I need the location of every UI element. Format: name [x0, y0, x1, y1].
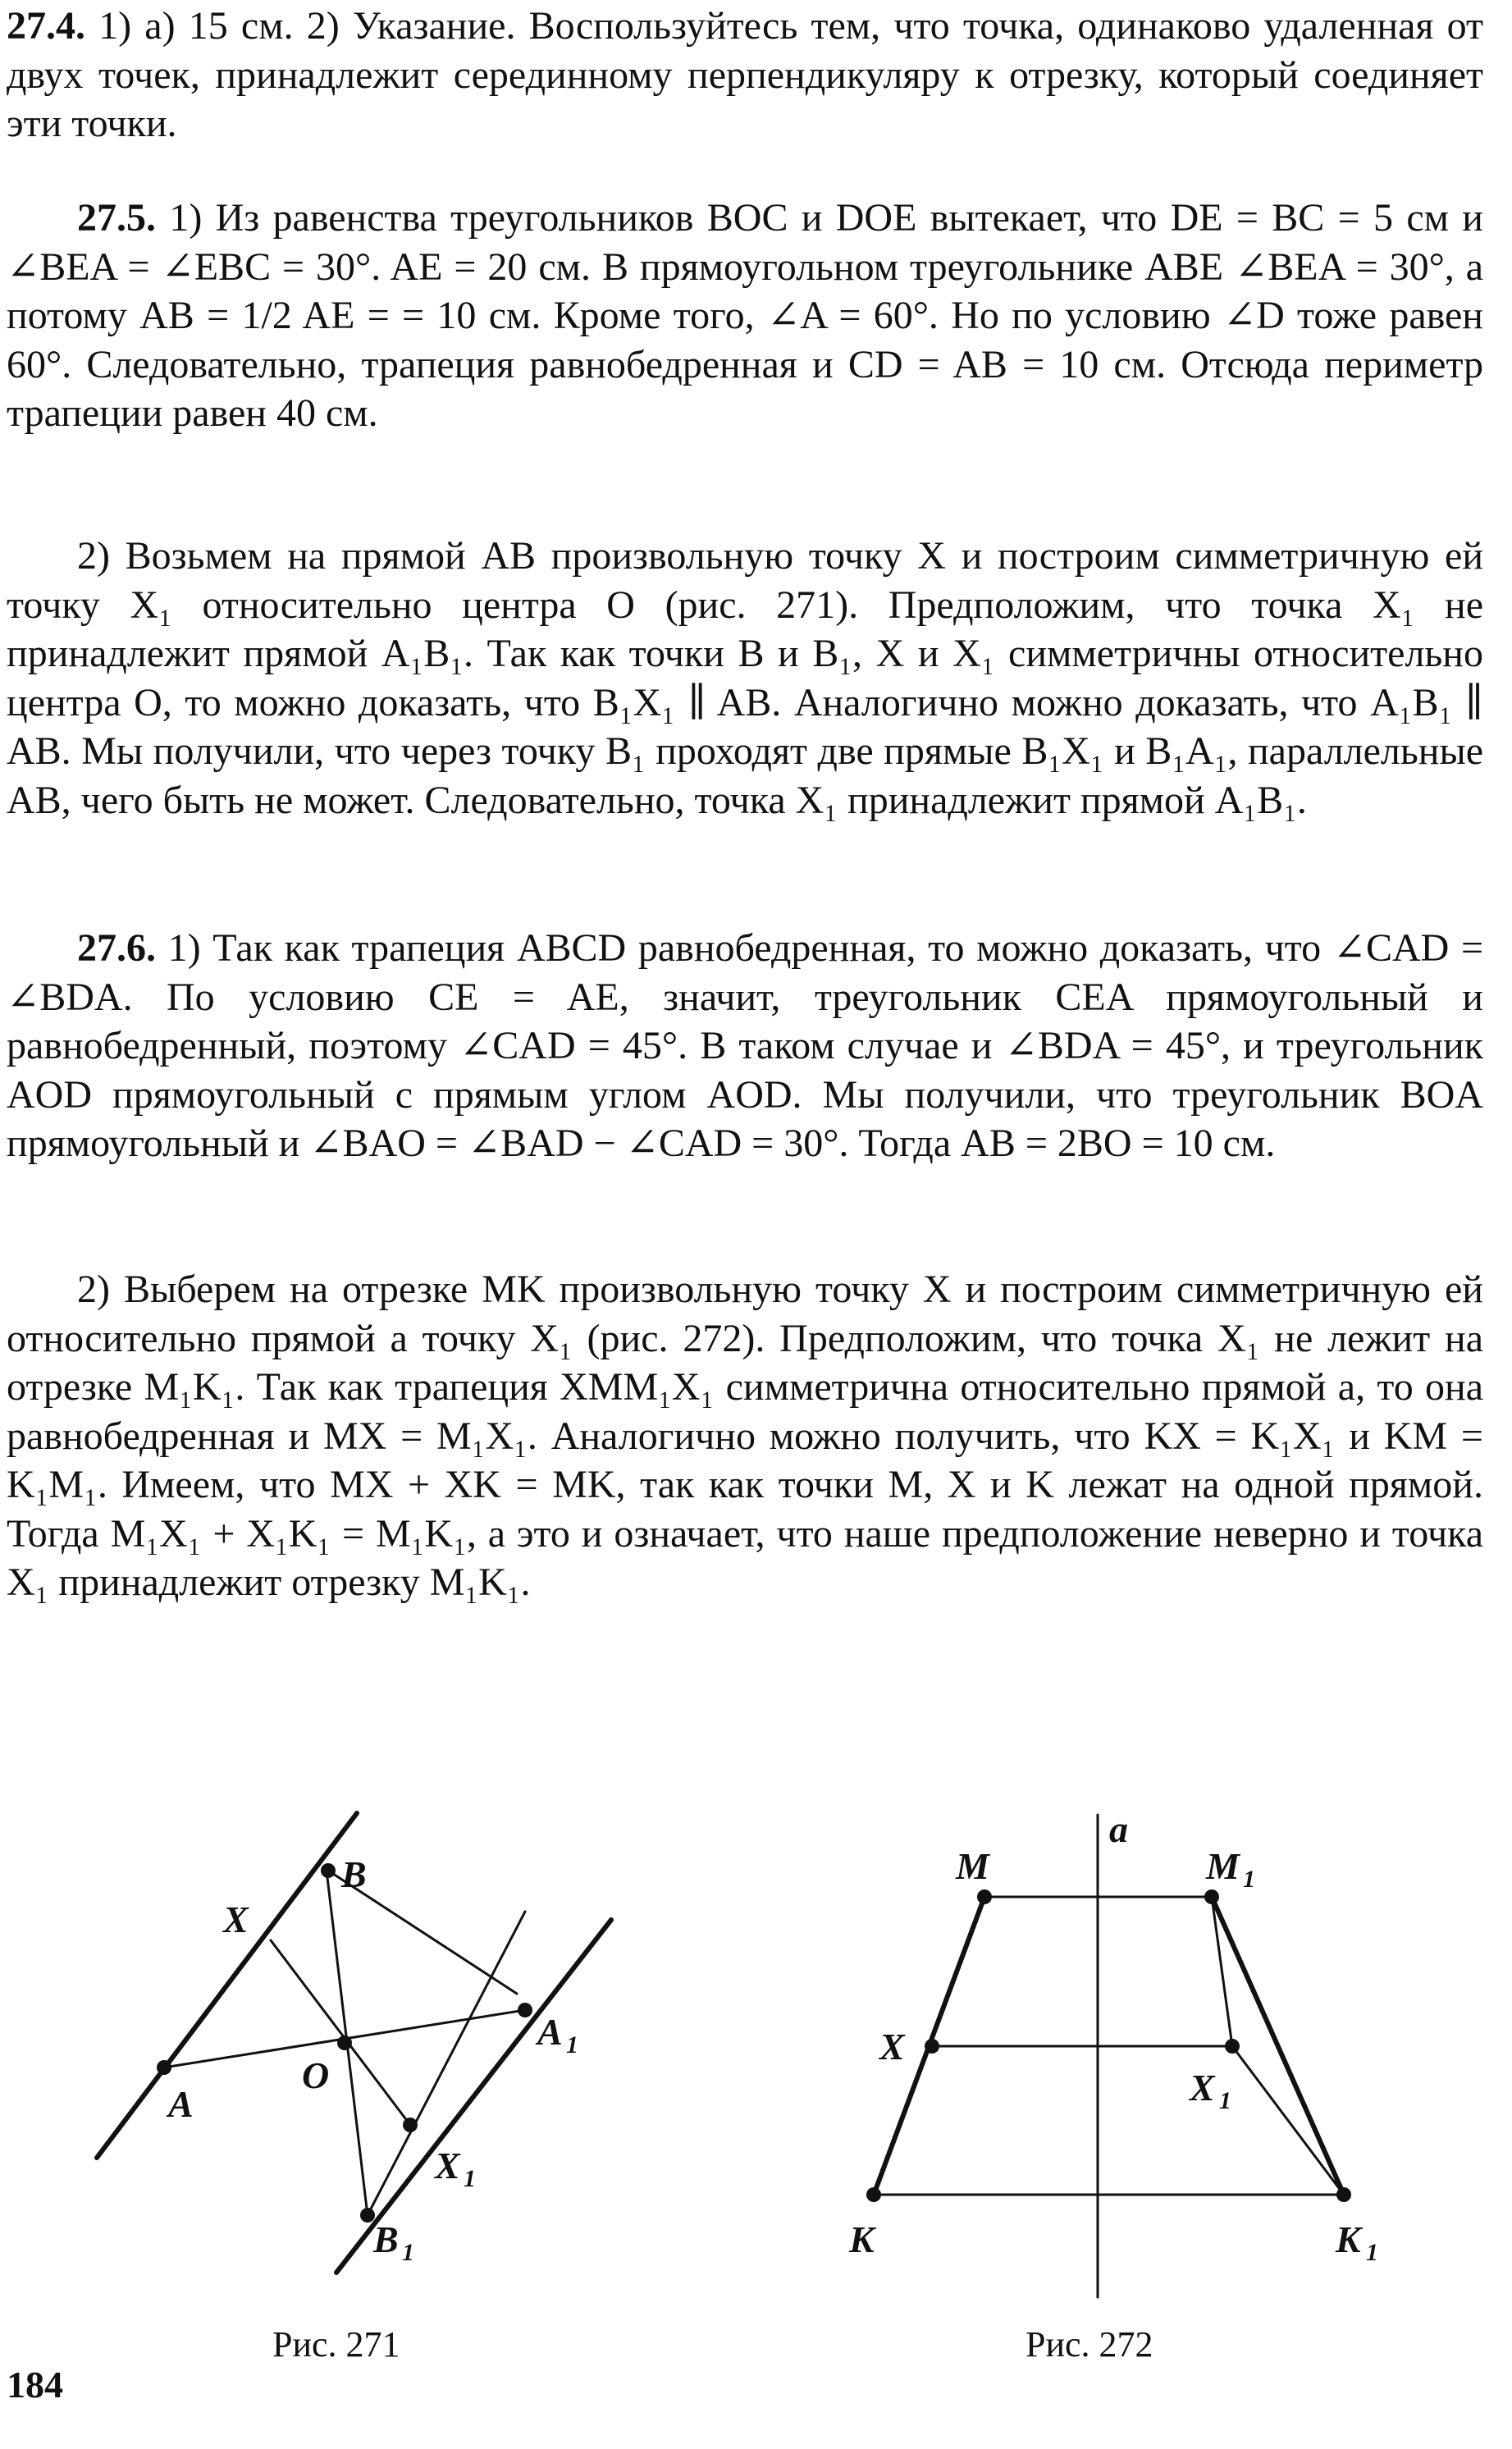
- label-a: A: [168, 2083, 194, 2125]
- caption-fig-271: Рис. 271: [272, 2324, 400, 2364]
- point-k1: [1336, 2187, 1351, 2202]
- answer-27-5-part1: 27.5. 1) Из равенства треугольников BOC и DOE вытекает, что DE = BC = 5 см и ∠BEA = ∠EBC = 30°. AE = 20 см. В прямоугольном треугольнике ABE ∠BEA = 30°, а потому AB = 1/2 AE = = 10 см. Кроме того, ∠A = 60°. Но по условию ∠D тоже равен 60°. Следовательно, трапеция равнобедренная и CD = AB = 10 см. Отсюда периметр трапеции равен 40 см.: [7, 196, 1483, 435]
- answer-27-5-part2-text: 2) Возьмем на прямой AB произвольную точку X и построим симметричную ей точку X₁ относительно центра O (рис. 271). Предположим, что точка X₁ не принадлежит прямой A₁B₁. Так как точки B и B₁, X и X₁ симметричны относительно центра O, то можно доказать, что B₁X₁ ∥ AB. Аналогично можно доказать, что A₁B₁ ∥ AB. Мы получили, что через точку B₁ проходят две прямые B₁X₁ и B₁A₁, параллельные AB, чего быть не может. Следовательно, точка X₁ принадлежит прямой A₁B₁.: [7, 534, 1483, 822]
- label-x: X: [879, 2026, 905, 2067]
- label-m1: M: [1206, 1845, 1240, 1887]
- svg-text:1: 1: [1243, 1866, 1255, 1893]
- point-x1: [1225, 2039, 1240, 2054]
- label-a: a: [1109, 1808, 1128, 1850]
- point-m: [977, 1889, 992, 1904]
- svg-text:1: 1: [1219, 2087, 1231, 2114]
- label-b1: B: [373, 2218, 399, 2260]
- label-x1: X: [1190, 2067, 1215, 2109]
- answer-27-6-part1: 27.6. 1) Так как трапеция ABCD равнобедренная, то можно доказать, что ∠CAD = ∠BDA. По условию CE = AE, значит, треугольник CEA прямоугольный и равнобедренный, поэтому ∠CAD = 45°. В таком случае и ∠BDA = 45°, и треугольник AOD прямоугольный с прямым углом AOD. Мы получили, что треугольник BOA прямоугольный и ∠BAO = ∠BAD − ∠CAD = 30°. Тогда AB = 2BO = 10 см.: [7, 926, 1484, 1165]
- answer-27-4-text: 1) а) 15 см. 2) Указание. Воспользуйтесь тем, что точка, одинаково удаленная от двух точек, принадлежит серединному перпендикуляру к отрезку, который соединяет эти точки.: [7, 4, 1483, 145]
- svg-text:1: 1: [464, 2165, 476, 2192]
- label-x1: X: [435, 2145, 460, 2186]
- answer-27-6-part1-text: 1) Так как трапеция ABCD равнобедренная, то можно доказать, что ∠CAD = ∠BDA. По условию CE = AE, значит, треугольник CEA прямоугольный и равнобедренный, поэтому ∠CAD = 45°. В таком случае и ∠BDA = 45°, и треугольник AOD прямоугольный с прямым углом AOD. Мы получили, что треугольник BOA прямоугольный и ∠BAO = ∠BAD − ∠CAD = 30°. Тогда AB = 2BO = 10 см.: [7, 926, 1484, 1165]
- point-x: [925, 2039, 939, 2054]
- page-number: 184: [7, 2364, 63, 2406]
- svg-text:1: 1: [1366, 2239, 1378, 2266]
- label-o: O: [302, 2054, 330, 2096]
- label-b: B: [341, 1853, 367, 1895]
- answer-27-6-part2-text: 2) Выберем на отрезке MK произвольную точку X и построим симметричную ей относительно прямой a точку X₁ (рис. 272). Предположим, что точка X₁ не лежит на отрезке M₁K₁. Так как трапеция XMM₁X₁ симметрична относительно прямой a, то она равнобедренная и MX = M₁X₁. Аналогично можно получить, что KX = K₁X₁ и KM = K₁M₁. Имеем, что MX + XK = MK, так как точки M, X и K лежат на одной прямой. Тогда M₁X₁ + X₁K₁ = M₁K₁, а это и означает, что наше предположение неверно и точка X₁ принадлежит отрезку M₁K₁.: [7, 1268, 1483, 1604]
- answer-27-5-part1-text: 1) Из равенства треугольников BOC и DOE вытекает, что DE = BC = 5 см и ∠BEA = ∠EBC = 30°. AE = 20 см. В прямоугольном треугольнике ABE ∠BEA = 30°, а потому AB = 1/2 AE = = 10 см. Кроме того, ∠A = 60°. Но по условию ∠D тоже равен 60°. Следовательно, трапеция равнобедренная и CD = AB = 10 см. Отсюда периметр трапеции равен 40 см.: [7, 196, 1483, 435]
- caption-fig-272: Рис. 272: [1026, 2324, 1153, 2364]
- label-k: K: [849, 2218, 875, 2260]
- point-k: [866, 2187, 881, 2202]
- label-k1: K: [1336, 2218, 1361, 2260]
- svg-text:1: 1: [566, 2031, 578, 2058]
- svg-text:1: 1: [402, 2239, 414, 2266]
- label-m: M: [956, 1845, 989, 1887]
- answer-27-4: 27.4. 1) а) 15 см. 2) Указание. Воспользуйтесь тем, что точка, одинаково удаленная от двух точек, принадлежит серединному перпендикуляру к отрезку, который соединяет эти точки.: [7, 4, 1483, 145]
- label-x: X: [223, 1898, 249, 1940]
- point-m1: [1204, 1889, 1219, 1904]
- label-a1: A: [537, 2011, 563, 2053]
